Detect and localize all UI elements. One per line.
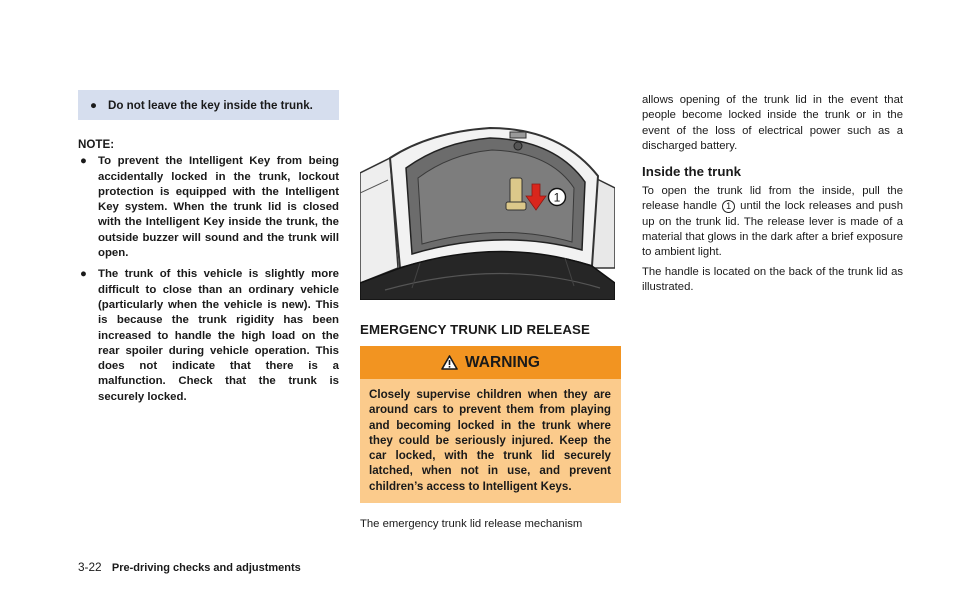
key-reminder-callout xyxy=(78,90,339,120)
note-text: To prevent the Intelligent Key from being accidentally locked in the trunk, lockout protection is equipped with the Intelligent Key system. When the trunk lid is closed with the Intelligent Key inside the trunk, the outside buzzer will sound and the trunk will open. xyxy=(98,155,339,260)
instructions-text-end: until the lock releases and push up on the trunk lid. The release lever is made of a material that glows in the dark after a brief exposure to ambient light. xyxy=(642,200,903,259)
bullet: ● xyxy=(90,99,98,112)
handle-location-paragraph: The handle is located on the back of the trunk lid as illustrated. xyxy=(642,265,903,293)
note-item xyxy=(78,267,339,405)
release-purpose-paragraph: allows opening of the trunk lid in the event that people become locked inside the trunk or in the event of the loss of electrical power such as a discharged battery. xyxy=(642,94,903,152)
bullet: ● xyxy=(80,268,87,281)
right-column xyxy=(642,93,903,295)
note-text: The trunk of this vehicle is slightly more difficult to close than an ordinary vehicle (particularly when the vehicle is new). This is because the trunk rigidity has been increased to handle the high load on the rear spoiler during vehicle operation. This does not indicate that there is a malfunction. Check that the trunk is securely locked. xyxy=(98,268,339,403)
left-column xyxy=(78,90,339,405)
inside-trunk-heading: Inside the trunk xyxy=(642,164,741,180)
middle-column xyxy=(360,118,621,532)
trunk-lid-illustration xyxy=(360,118,615,300)
release-instructions-paragraph xyxy=(642,184,903,260)
callout-text: Do not leave the key inside the trunk. xyxy=(108,99,313,112)
warning-header xyxy=(360,346,621,379)
warning-box xyxy=(360,346,621,503)
figure-callout-number: 1 xyxy=(553,190,561,205)
page-footer xyxy=(78,560,301,574)
warning-title: WARNING xyxy=(465,353,540,371)
section-title: EMERGENCY TRUNK LID RELEASE xyxy=(360,322,590,337)
instructions-text-start: To open the trunk lid from the inside, pull the release handle xyxy=(642,185,903,213)
note-item xyxy=(78,154,339,261)
warning-triangle-icon xyxy=(441,355,458,370)
emergency-release-text: The emergency trunk lid release mechanism xyxy=(360,518,583,531)
note-title: NOTE: xyxy=(78,138,115,152)
page-number: 3-22 xyxy=(78,560,102,574)
bullet: ● xyxy=(80,155,87,168)
callout-1-icon: 1 xyxy=(722,200,735,213)
footer-section-title: Pre-driving checks and adjustments xyxy=(111,562,301,574)
warning-text: Closely supervise children when they are around cars to prevent them from playing and becoming locked in the trunk where they could be seriously injured. Keep the car locked, with the trunk lid securely latched, when not in use, and prevent children’s access to Intelligent Keys. xyxy=(360,379,621,503)
trunk-lid-drawing xyxy=(360,118,615,300)
